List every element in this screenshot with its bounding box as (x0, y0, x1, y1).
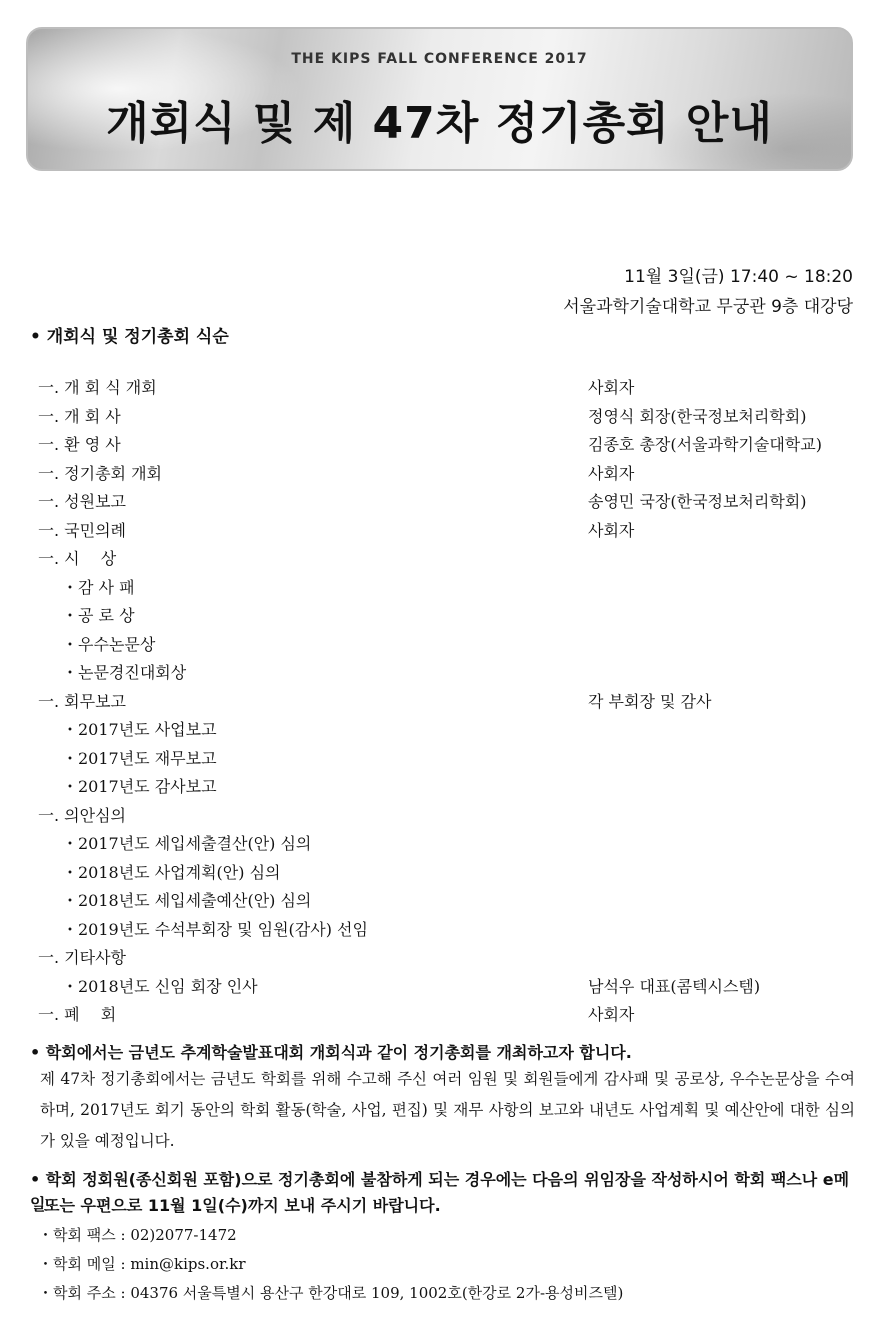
proxy-notice-line2: 또는 우편으로 11월 1일(수)까지 보내 주시기 바랍니다. (44, 1196, 441, 1215)
program-item-person: 남석우 대표(콤텍시스템) (588, 976, 761, 996)
program-item-person: 김종호 총장(서울과학기술대학교) (588, 435, 822, 454)
program-item (38, 460, 848, 488)
program-item-person: 사회자 (588, 1005, 635, 1024)
program-item-label: 一. 개 회 사 (38, 406, 121, 426)
page-title: 개회식 및 제 47차 정기총회 안내 (106, 98, 773, 149)
program-item-label: ・우수논문상 (62, 634, 156, 654)
program-item-label: ・2017년도 사업보고 (62, 720, 217, 739)
program-item-person: 송영민 국장(한국정보처리학회) (588, 492, 807, 511)
program-item-label: 一. 국민의례 (38, 520, 126, 540)
proxy-notice-line1: • 학회 정회원(종신회원 포함)으로 정기총회에 불참하게 되는 경우에는 다음의 위임장을 작성하시어 학회 팩스나 e메일 (30, 1170, 850, 1214)
society-fax: ・학회 팩스 : 02)2077-1472 (38, 1226, 237, 1244)
program-sub-item (62, 887, 872, 915)
program-sub-item (62, 659, 872, 687)
notice-heading: • 학회에서는 금년도 추계학술발표대회 개회식과 같이 정기총회를 개최하고자 합니다. (30, 1043, 632, 1062)
program-item-label: 一. 폐 회 (38, 1005, 117, 1024)
program-item (38, 1001, 848, 1029)
program-item-label: ・2017년도 세입세출결산(안) 심의 (62, 834, 312, 853)
program-item (38, 374, 848, 402)
program-sub-item (62, 574, 872, 602)
program-item (38, 545, 848, 573)
program-item-label: 一. 의안심의 (38, 805, 126, 825)
program-item-person: 사회자 (588, 378, 635, 397)
program-sub-item (62, 973, 872, 1001)
program-item-label: ・2017년도 감사보고 (62, 777, 217, 796)
program-item-person: 사회자 (588, 520, 635, 540)
society-address: ・학회 주소 : 04376 서울특별시 용산구 한강대로 109, 1002호(한강로 2가-용성비즈텔) (38, 1284, 624, 1302)
program-item (38, 802, 848, 830)
program-item-label: ・2018년도 사업계획(안) 심의 (62, 862, 281, 882)
program-item-label: 一. 기타사항 (38, 948, 126, 967)
program-item-label: ・2017년도 재무보고 (62, 748, 217, 768)
program-item-label: ・2019년도 수석부회장 및 임원(감사) 선임 (62, 919, 368, 939)
program-sub-item (62, 830, 872, 858)
conference-subtitle: THE KIPS FALL CONFERENCE 2017 (291, 51, 588, 67)
program-sub-item (62, 859, 872, 887)
program-item (38, 431, 848, 459)
program-sub-item (62, 916, 872, 944)
program-item-label: ・2018년도 세입세출예산(안) 심의 (62, 891, 312, 910)
program-item-person: 각 부회장 및 감사 (588, 691, 712, 711)
program-item-label: 一. 회무보고 (38, 691, 126, 711)
program-item-person: 정영식 회장(한국정보처리학회) (588, 406, 807, 426)
program-item (38, 517, 848, 545)
program-item-label: ・논문경진대회상 (62, 663, 187, 682)
program-sub-item (62, 773, 872, 801)
program-item-label: 一. 시 상 (38, 549, 117, 568)
program-item-person: 사회자 (588, 463, 635, 483)
header-banner (26, 27, 853, 171)
program-item-label: 一. 환 영 사 (38, 435, 121, 454)
notice-body: 제 47차 정기총회에서는 금년도 학회를 위해 수고해 주신 여러 임원 및 회원들에게 감사패 및 공로상, 우수논문상을 수여하며, 2017년도 회기 동안의 학회 활동(학술, 사업, 편집) 및 재무 사항의 보고와 내년도 사업계획 및 예산안에 대한 심의가 있을 예정입니다. (40, 1070, 855, 1150)
program-item-label: ・감 사 패 (62, 577, 135, 597)
program-sub-item (62, 745, 872, 773)
program-item-label: 一. 개 회 식 개회 (38, 378, 157, 397)
program-item-label: ・2018년도 신임 회장 인사 (62, 976, 258, 996)
program-item-label: ・공 로 상 (62, 606, 135, 625)
event-datetime: 11월 3일(금) 17:40 ~ 18:20 (624, 267, 853, 287)
program-item (38, 403, 848, 431)
society-email: ・학회 메일 : min@kips.or.kr (38, 1255, 246, 1273)
program-item (38, 688, 848, 716)
program-item-label: 一. 정기총회 개회 (38, 463, 162, 483)
program-item (38, 488, 848, 516)
event-venue: 서울과학기술대학교 무궁관 9층 대강당 (563, 297, 853, 317)
program-sub-item (62, 602, 872, 630)
program-item (38, 944, 848, 972)
program-item-label: 一. 성원보고 (38, 492, 126, 511)
program-sub-item (62, 716, 872, 744)
program-sub-item (62, 631, 872, 659)
ceremony-section-title: • 개회식 및 정기총회 식순 (30, 327, 229, 347)
